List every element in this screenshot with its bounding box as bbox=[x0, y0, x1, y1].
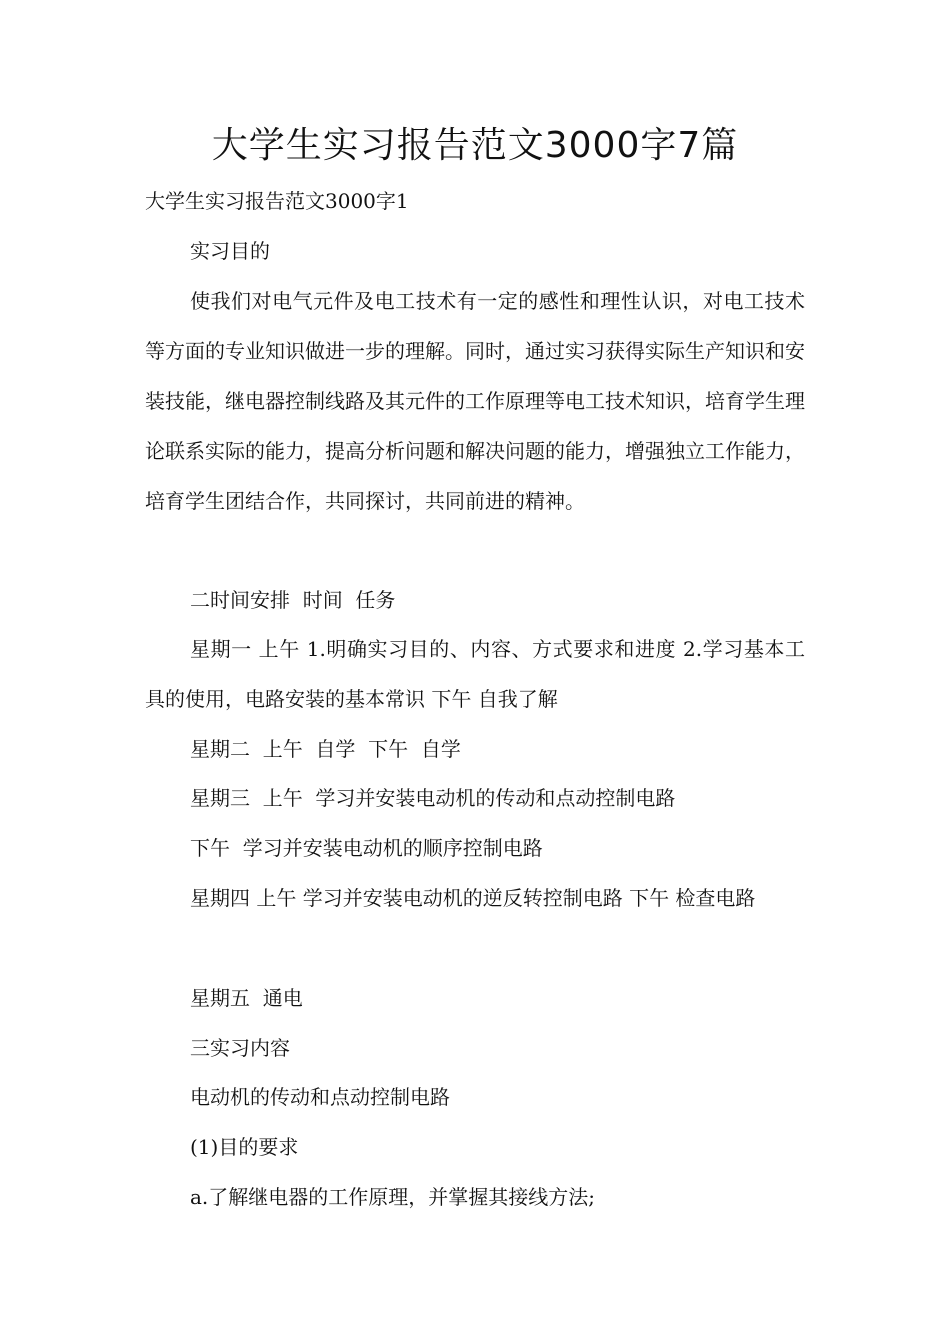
requirement-heading: (1)目的要求 bbox=[190, 1135, 299, 1159]
content-subheading: 电动机的传动和点动控制电路 bbox=[190, 1085, 450, 1109]
schedule-wednesday-am: 星期三 上午 学习并安装电动机的传动和点动控制电路 bbox=[190, 786, 676, 810]
schedule-heading: 二时间安排 时间 任务 bbox=[190, 588, 396, 612]
schedule-monday: 星期一 上午 1.明确实习目的、内容、方式要求和进度 2.学习基本工具的使用，电路安装的基本常识 下午 自我了解 bbox=[145, 637, 805, 711]
schedule-wednesday-pm: 下午 学习并安装电动机的顺序控制电路 bbox=[190, 836, 543, 860]
requirement-item-a: a.了解继电器的工作原理，并掌握其接线方法; bbox=[190, 1185, 596, 1209]
schedule-thursday: 星期四 上午 学习并安装电动机的逆反转控制电路 下午 检查电路 bbox=[190, 886, 756, 910]
content-heading: 三实习内容 bbox=[190, 1036, 290, 1060]
schedule-tuesday: 星期二 上午 自学 下午 自学 bbox=[190, 737, 461, 761]
document-subtitle: 大学生实习报告范文3000字1 bbox=[145, 189, 409, 213]
schedule-friday: 星期五 通电 bbox=[190, 986, 303, 1010]
section-heading-purpose: 实习目的 bbox=[190, 239, 270, 263]
purpose-paragraph: 使我们对电气元件及电工技术有一定的感性和理性认识，对电工技术等方面的专业知识做进一步的理解。同时，通过实习获得实际生产知识和安装技能，继电器控制线路及其元件的工作原理等电工技术知识，培育学生理论联系实际的能力，提高分析问题和解决问题的能力，增强独立工作能力，培育学生团结合作，共同探讨，共同前进的精神。 bbox=[145, 289, 805, 513]
document-title: 大学生实习报告范文3000字7篇 bbox=[211, 125, 739, 166]
